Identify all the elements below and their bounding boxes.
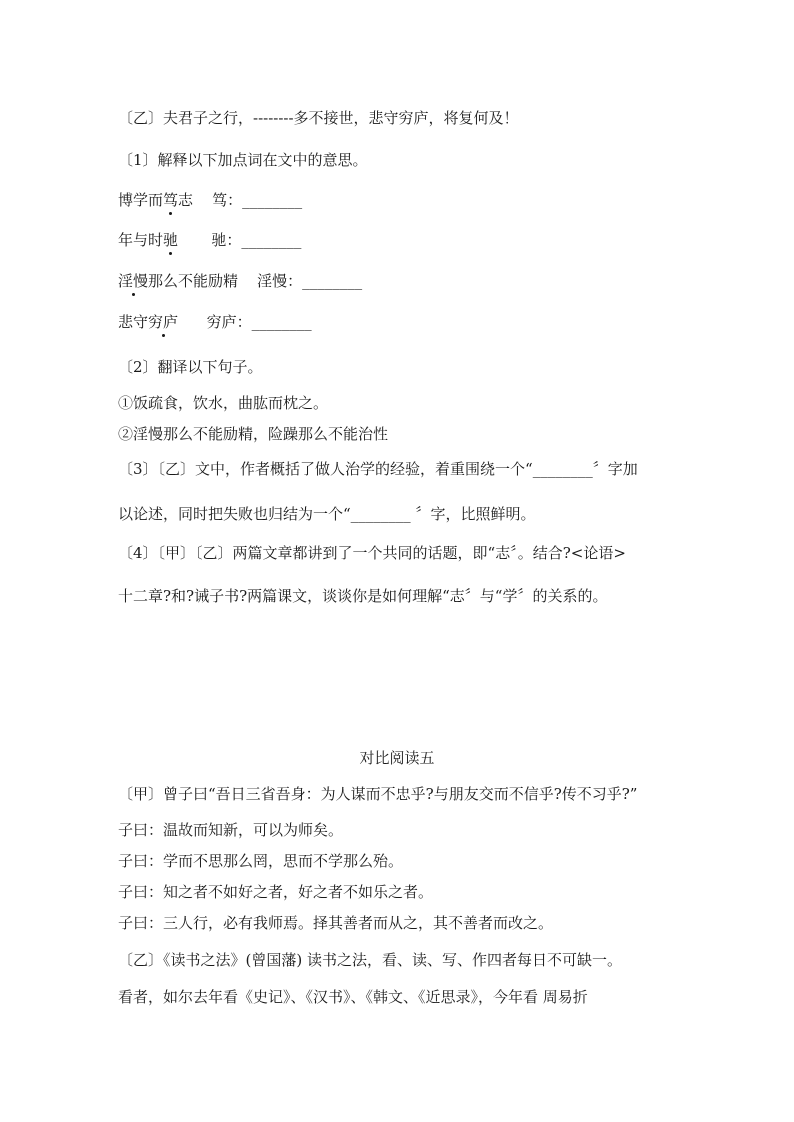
dotted-word: 穷庐 bbox=[148, 313, 179, 331]
q1-item-text: 志 bbox=[178, 191, 194, 209]
q1-item-text: 悲守 bbox=[118, 313, 149, 331]
q1-item-text: 博学而 bbox=[118, 191, 164, 209]
dotted-word: 笃 bbox=[163, 191, 179, 209]
q2-sentence-2: ②淫慢那么不能励精，险躁那么不能治性 bbox=[118, 425, 389, 443]
q1-item-text: 年与时 bbox=[118, 231, 164, 249]
q1-item-1 bbox=[118, 190, 302, 210]
question-3-line-1: 〔3〕〔乙〕文中，作者概括了做人治学的经验，着重围绕一个“________〞字加 bbox=[118, 460, 638, 478]
passage-jia-line-5: 子曰：三人行，必有我师焉。择其善者而从之，其不善者而改之。 bbox=[118, 914, 554, 932]
dotted-word: 淫慢 bbox=[118, 272, 149, 290]
question-4-line-1: 〔4〕〔甲〕〔乙〕两篇文章都讲到了一个共同的话题，即“志〞。结合?<论语> bbox=[118, 544, 626, 562]
q1-item-4 bbox=[118, 312, 312, 332]
spacer bbox=[178, 313, 207, 331]
question-4-line-2: 十二章?和?诫子书?两篇课文，谈谈你是如何理解“志〞与“学〞的关系的。 bbox=[118, 587, 608, 605]
answer-blank-label: 驰：________ bbox=[211, 231, 302, 249]
q1-item-text: 那么不能励精 bbox=[148, 272, 239, 290]
question-2-prompt: 〔2〕翻译以下句子。 bbox=[118, 358, 263, 376]
q2-sentence-1: ①饭疏食，饮水，曲肱而枕之。 bbox=[118, 394, 329, 412]
dotted-word: 驰 bbox=[163, 231, 179, 249]
answer-blank-label: 笃：________ bbox=[212, 191, 303, 209]
answer-blank-label: 穷庐：________ bbox=[206, 313, 312, 331]
passage-yi-end: 〔乙〕夫君子之行，--------多不接世，悲守穷庐，将复何及！ bbox=[118, 109, 519, 127]
passage-yi-line-2: 看者，如尔去年看《史记》、《汉书》、《韩文、《近思录》，今年看 周易折 bbox=[118, 988, 588, 1006]
passage-jia-line-3: 子曰：学而不思那么罔，思而不学那么殆。 bbox=[118, 852, 404, 870]
passage-jia-line-1: 〔甲〕曾子曰“吾日三省吾身：为人谋而不忠乎?与朋友交而不信乎?传不习乎?” bbox=[118, 785, 638, 803]
question-3-line-2: 以论述，同时把失败也归结为一个“________ 〞字，比照鲜明。 bbox=[118, 505, 536, 523]
passage-jia-line-2: 子曰：温故而知新，可以为师矣。 bbox=[118, 821, 344, 839]
q1-item-3 bbox=[118, 271, 362, 291]
answer-blank-label: 淫慢：________ bbox=[257, 272, 363, 290]
q1-item-2 bbox=[118, 230, 301, 250]
passage-yi-line-1: 〔乙〕《读书之法》(曾国藩) 读书之法，看、读、写、作四者每日不可缺一。 bbox=[118, 951, 622, 969]
spacer bbox=[178, 231, 211, 249]
spacer bbox=[193, 191, 212, 209]
spacer bbox=[238, 272, 257, 290]
section-title: 对比阅读五 bbox=[359, 749, 435, 767]
passage-jia-line-4: 子曰：知之者不如好之者，好之者不如乐之者。 bbox=[118, 883, 434, 901]
question-1-prompt: 〔1〕解释以下加点词在文中的意思。 bbox=[118, 151, 368, 169]
